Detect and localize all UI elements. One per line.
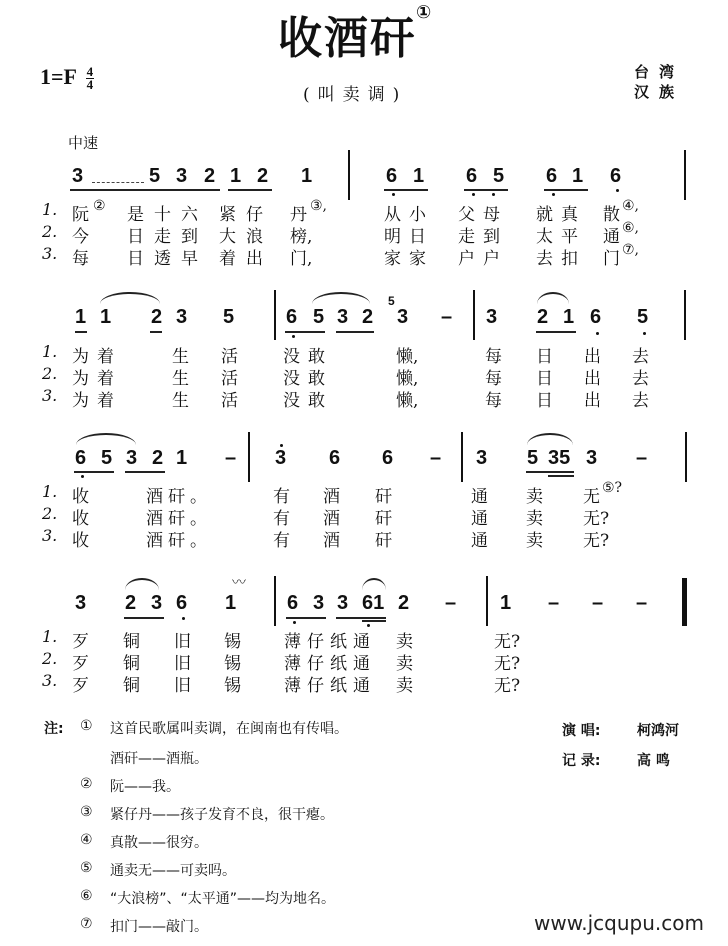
note: 35 (548, 447, 571, 469)
verse-number: 3. (42, 244, 58, 263)
lyric: 去扣 (536, 249, 586, 269)
low-octave-dot (596, 332, 599, 335)
note: 3 (151, 592, 163, 614)
note: 5 (637, 306, 649, 328)
note: 3 (397, 306, 409, 328)
lyric: 懒, (396, 347, 419, 367)
lyric: 卖 (526, 487, 543, 507)
barline (461, 432, 463, 482)
lyric: 生 (172, 391, 189, 411)
lyric: 出 (584, 369, 601, 389)
lyric: 矸 (375, 509, 392, 529)
lyric: 明日 (384, 227, 434, 247)
lyric: 锡 (224, 676, 241, 696)
lyric: 铜 (123, 676, 140, 696)
singer-label: 演 唱: (562, 723, 601, 739)
dash: – (430, 447, 442, 469)
note: 1 (75, 306, 87, 328)
verse-number: 1. (42, 627, 58, 646)
lyric: 为着 (72, 391, 122, 411)
lyric: 无? (494, 632, 521, 652)
title-text: 收酒矸 (278, 13, 416, 64)
lyric: 卖 (396, 632, 413, 652)
lyric: 卖 (526, 531, 543, 551)
lyric: 收 (72, 487, 89, 507)
note: 2 (151, 306, 163, 328)
note: 6 (176, 592, 188, 614)
annotation-mark: ⑦ (80, 916, 93, 932)
footnote-mark: ② (93, 198, 106, 214)
note: 5 (493, 165, 505, 187)
lyric: 日 (536, 391, 553, 411)
lyric: 为着 (72, 347, 122, 367)
lyric: 日透早 (127, 249, 208, 269)
low-octave-dot (81, 475, 84, 478)
note: 5 (149, 165, 161, 187)
lyric: 日 (536, 347, 553, 367)
high-octave-dot (280, 444, 283, 447)
note: 1 (563, 306, 575, 328)
footnote-mark: ⑦, (622, 242, 640, 258)
barline (685, 432, 687, 482)
grace-note: 5 (388, 294, 395, 308)
time-sig-numerator: 4 (86, 64, 94, 80)
verse-number: 3. (42, 386, 58, 405)
watermark-link[interactable]: www.jcqupu.com (534, 911, 704, 935)
slur (527, 433, 573, 445)
lyric: 从小 (384, 205, 434, 225)
underline (336, 331, 374, 333)
dash: – (225, 447, 237, 469)
tempo-marking: 中速 (68, 134, 99, 152)
lyric: 着出 (219, 249, 273, 269)
footnote-mark: ④, (622, 198, 640, 214)
time-sig-denominator: 4 (86, 77, 94, 93)
lyric: 每 (485, 347, 502, 367)
lyric: 旧 (174, 676, 191, 696)
lyric: 紧仔 (219, 205, 273, 225)
note: 1 (230, 165, 242, 187)
lyric: 酒矸。 (146, 509, 212, 529)
lyric: 薄仔纸通 (284, 676, 376, 696)
note: 6 (287, 592, 299, 614)
lyric: 出 (584, 391, 601, 411)
lyric: 就真 (536, 205, 586, 225)
note: 3 (72, 165, 84, 187)
lyric: 每 (485, 369, 502, 389)
lyric: 家家 (384, 249, 434, 269)
note: 5 (223, 306, 235, 328)
lyric: 走到 (458, 227, 508, 247)
lyric: 门, (290, 249, 313, 269)
lyric: 卖 (526, 509, 543, 529)
lyric: 旧 (174, 632, 191, 652)
underline (336, 617, 386, 619)
note: 5 (101, 447, 113, 469)
lyric: 活 (221, 391, 238, 411)
lyric: 酒 (323, 531, 340, 551)
low-octave-dot (552, 193, 555, 196)
slur (100, 292, 160, 304)
slur (76, 433, 136, 445)
underline (150, 331, 162, 333)
lyric: 无? (494, 676, 521, 696)
underline (526, 471, 574, 473)
key-text: 1=F (40, 64, 77, 89)
underline (544, 189, 588, 191)
barline (486, 576, 488, 626)
underline (548, 475, 574, 477)
note: 3 (337, 306, 349, 328)
note: 6 (466, 165, 478, 187)
footnote-mark: ⑥, (622, 220, 640, 236)
low-octave-dot (392, 193, 395, 196)
barline (473, 290, 475, 340)
recorder-label: 记 录: (562, 753, 601, 769)
lyric: 太平 (536, 227, 586, 247)
lyric: 矸 (375, 531, 392, 551)
key-signature (40, 64, 94, 91)
lyric: 今 (72, 227, 89, 247)
underline (536, 331, 576, 333)
lyric: 散 (603, 205, 620, 225)
note: 1 (500, 592, 512, 614)
barline (348, 150, 350, 200)
lyric: 出 (584, 347, 601, 367)
footnote-mark: ③, (310, 198, 328, 214)
lyric: 大浪 (219, 227, 273, 247)
lyric: 没敢 (283, 347, 333, 367)
note: 3 (275, 447, 287, 469)
note: 3 (176, 165, 188, 187)
lyric: 去 (632, 369, 649, 389)
note: 1 (301, 165, 313, 187)
verse-number: 3. (42, 526, 58, 545)
origin-region: 台湾 (634, 63, 685, 81)
lyric: 生 (172, 347, 189, 367)
lyric: 去 (632, 391, 649, 411)
time-signature (86, 66, 95, 91)
slur (312, 292, 370, 304)
trill-mark: 〰 (232, 575, 246, 591)
verse-number: 1. (42, 482, 58, 501)
note: 6 (286, 306, 298, 328)
lyric: 门 (603, 249, 620, 269)
low-octave-dot (182, 617, 185, 620)
lyric: 卖 (396, 676, 413, 696)
final-barline (682, 578, 687, 626)
lyric: 歹 (72, 654, 89, 674)
note: 1 (572, 165, 584, 187)
verse-number: 2. (42, 222, 58, 241)
title-footnote-mark: ① (416, 2, 434, 23)
lyric: 活 (221, 347, 238, 367)
annotation-mark: ⑥ (80, 888, 93, 904)
underline (286, 617, 326, 619)
verse-number: 3. (42, 671, 58, 690)
extension-line (92, 182, 144, 183)
barline (684, 150, 686, 200)
note: 1 (176, 447, 188, 469)
low-octave-dot (472, 193, 475, 196)
annotation-mark: ② (80, 776, 93, 792)
annotation-text: 酒矸——酒瓶。 (110, 751, 208, 767)
recorder-name: 高 鸣 (637, 753, 670, 769)
dash: – (445, 592, 457, 614)
annotation-text: 扣门——敲门。 (110, 919, 208, 935)
lyric: 通 (471, 509, 488, 529)
note: 5 (313, 306, 325, 328)
underline (362, 620, 386, 622)
annotation-mark: ④ (80, 832, 93, 848)
lyric: 没敢 (283, 391, 333, 411)
note: 6 (329, 447, 341, 469)
lyric: 有 (273, 531, 290, 551)
note: 2 (257, 165, 269, 187)
lyric: 卖 (396, 654, 413, 674)
note: 1 (413, 165, 425, 187)
underline (464, 189, 508, 191)
origin-ethnicity: 汉族 (634, 83, 685, 101)
lyric: 酒矸。 (146, 531, 212, 551)
lyric: 薄仔纸通 (284, 654, 376, 674)
lyric: 无? (583, 531, 610, 551)
underline (70, 189, 148, 191)
verse-number: 2. (42, 649, 58, 668)
underline (125, 471, 165, 473)
lyric: 每 (72, 249, 89, 269)
verse-number: 1. (42, 200, 58, 219)
note: 6 (75, 447, 87, 469)
dash: – (441, 306, 453, 328)
note: 2 (204, 165, 216, 187)
lyric: 日走到 (127, 227, 208, 247)
lyric: 懒, (396, 369, 419, 389)
lyric: 酒矸。 (146, 487, 212, 507)
slur (537, 292, 569, 304)
lyric: 为着 (72, 369, 122, 389)
lyric: 锡 (224, 632, 241, 652)
note: 1 (100, 306, 112, 328)
underline (285, 331, 325, 333)
note: 3 (476, 447, 488, 469)
lyric: 酒 (323, 487, 340, 507)
lyric: 通 (471, 487, 488, 507)
lyric: 收 (72, 531, 89, 551)
lyric: 榜, (290, 227, 313, 247)
lyric: 矸 (375, 487, 392, 507)
annotation-text: 紧仔丹——孩子发育不良，很干瘪。 (110, 807, 334, 823)
low-octave-dot (293, 621, 296, 624)
note: 3 (176, 306, 188, 328)
underline (228, 189, 272, 191)
note: 6 (386, 165, 398, 187)
lyric-line-1 (42, 200, 57, 220)
note: 1 (225, 592, 237, 614)
note: 5 (527, 447, 539, 469)
lyric: 收 (72, 509, 89, 529)
lyric: 歹 (72, 676, 89, 696)
low-octave-dot (492, 193, 495, 196)
verse-number: 1. (42, 342, 58, 361)
lyric: 户户 (458, 249, 508, 269)
lyric: 没敢 (283, 369, 333, 389)
footnote-mark: ⑤? (602, 480, 623, 496)
note: 3 (586, 447, 598, 469)
singer-name: 柯鸿河 (637, 723, 679, 739)
lyric: 无? (583, 509, 610, 529)
slur (125, 578, 159, 590)
note: 61 (362, 592, 385, 614)
underline (75, 331, 87, 333)
low-octave-dot (292, 335, 295, 338)
barline (684, 290, 686, 340)
note: 2 (398, 592, 410, 614)
note: 3 (313, 592, 325, 614)
note: 3 (486, 306, 498, 328)
low-octave-dot (643, 332, 646, 335)
underline (148, 189, 220, 191)
dash: – (636, 592, 648, 614)
note: 2 (152, 447, 164, 469)
song-title (278, 2, 433, 66)
note: 3 (75, 592, 87, 614)
underline (74, 471, 114, 473)
lyric: 有 (273, 487, 290, 507)
note: 2 (362, 306, 374, 328)
lyric: 铜 (123, 632, 140, 652)
note: 3 (126, 447, 138, 469)
annotation-mark: ① (80, 718, 93, 734)
lyric: 酒 (323, 509, 340, 529)
annotation-mark: ③ (80, 804, 93, 820)
dash: – (548, 592, 560, 614)
annotations-label: 注: (44, 721, 64, 737)
annotation-text: 这首民歌属叫卖调，在闽南也有传唱。 (110, 721, 348, 737)
note: 6 (610, 165, 622, 187)
annotation-text: 通卖无——可卖吗。 (110, 863, 236, 879)
barline (274, 290, 276, 340)
lyric: 无 (583, 487, 600, 507)
lyric: 通 (603, 227, 620, 247)
origin (634, 62, 684, 102)
verse-number: 2. (42, 504, 58, 523)
lyric: 锡 (224, 654, 241, 674)
lyric: 每 (485, 391, 502, 411)
lyric: 懒, (396, 391, 419, 411)
note: 2 (125, 592, 137, 614)
dash: – (636, 447, 648, 469)
subtitle: (叫卖调) (303, 85, 408, 105)
annotation-text: “大浪榜”、“太平通”——均为地名。 (110, 891, 336, 907)
lyric: 父母 (458, 205, 508, 225)
lyric: 是十六 (127, 205, 208, 225)
low-octave-dot (616, 189, 619, 192)
lyric: 歹 (72, 632, 89, 652)
lyric: 生 (172, 369, 189, 389)
dash: – (592, 592, 604, 614)
barline (248, 432, 250, 482)
note: 6 (590, 306, 602, 328)
barline (274, 576, 276, 626)
underline (124, 617, 164, 619)
annotation-text: 阮——我。 (110, 779, 180, 795)
lyric: 铜 (123, 654, 140, 674)
note: 6 (382, 447, 394, 469)
lyric: 去 (632, 347, 649, 367)
lyric: 活 (221, 369, 238, 389)
lyric: 丹 (290, 205, 307, 225)
lyric: 旧 (174, 654, 191, 674)
note: 2 (537, 306, 549, 328)
lyric: 薄仔纸通 (284, 632, 376, 652)
note: 6 (546, 165, 558, 187)
lyric: 阮 (72, 205, 89, 225)
note: 3 (337, 592, 349, 614)
annotation-text: 真散——很穷。 (110, 835, 208, 851)
slur (362, 578, 386, 590)
lyric: 通 (471, 531, 488, 551)
lyric: 无? (494, 654, 521, 674)
verse-number: 2. (42, 364, 58, 383)
lyric: 日 (536, 369, 553, 389)
annotation-mark: ⑤ (80, 860, 93, 876)
lyric: 有 (273, 509, 290, 529)
underline (384, 189, 428, 191)
